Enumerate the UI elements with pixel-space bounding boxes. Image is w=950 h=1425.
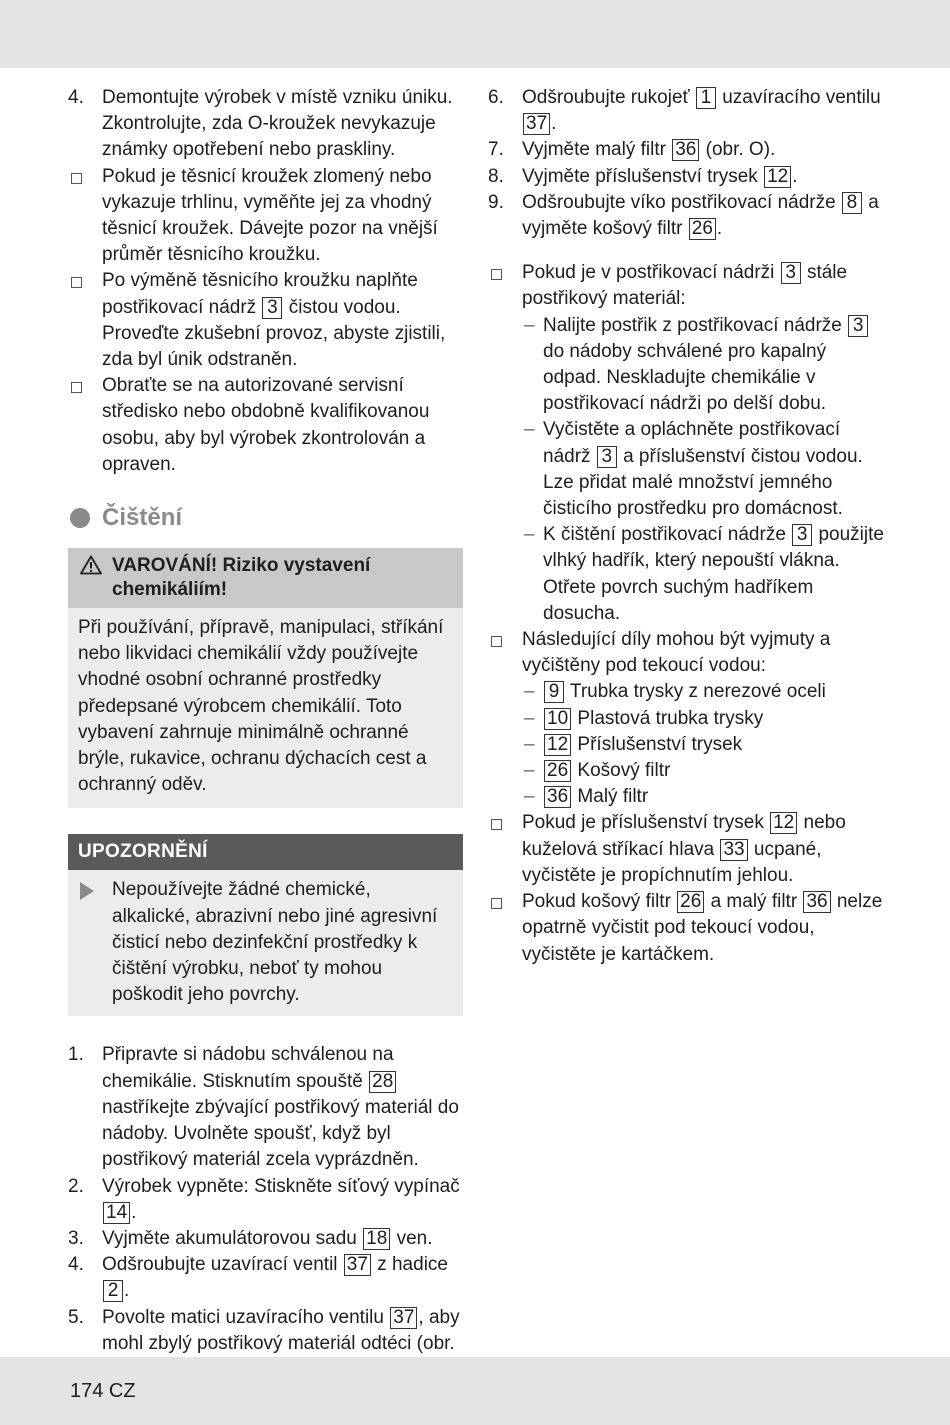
list-item-text <box>522 164 888 190</box>
text-segment: Plastová trubka trysky <box>572 707 764 729</box>
text-segment: Vyčistěte a opláchněte postřikovací nádrž <box>543 419 841 467</box>
list-item <box>488 627 888 679</box>
part-reference-number: 26 <box>689 218 716 240</box>
text-segment: z hadice <box>371 1254 448 1276</box>
checkbox-square-icon <box>491 819 502 830</box>
text-segment: Nalijte postřik z postřikovací nádrže <box>543 314 848 336</box>
text-segment: Po výměně těsnicího kroužku naplňte postřikovací nádrž <box>102 270 418 318</box>
list-item-text <box>102 1174 463 1226</box>
list-item-text <box>543 313 888 418</box>
list-item-text <box>543 679 888 705</box>
part-reference-number: 28 <box>369 1071 396 1093</box>
part-reference-number: 8 <box>842 192 862 214</box>
list-number: 2. <box>68 1175 84 1197</box>
text-segment: Vyjměte příslušenství trysek <box>522 165 764 187</box>
text-segment: Odšroubujte uzavírací ventil <box>102 1254 343 1276</box>
list-item <box>68 1252 463 1304</box>
list-item-text <box>543 758 888 784</box>
text-segment: Pokud je příslušenství trysek <box>522 812 770 834</box>
part-reference-number: 37 <box>523 113 550 135</box>
header-bar <box>0 0 950 68</box>
dash-marker: – <box>524 524 535 546</box>
dash-marker: – <box>524 760 535 782</box>
warning-header <box>68 548 463 608</box>
text-segment: Odšroubujte víko postřikovací nádrže <box>522 191 841 213</box>
text-segment: Obraťte se na autorizované servisní středisko nebo obdobně kvalifikovanou osobu, aby byl výrobek zkontrolován a opraven. <box>102 375 430 475</box>
dash-marker: – <box>524 681 535 703</box>
list-item-text <box>522 137 888 163</box>
dash-marker: – <box>524 419 535 441</box>
arrow-right-icon <box>80 882 94 900</box>
dash-marker: – <box>524 707 535 729</box>
list-item-text <box>522 190 888 242</box>
text-segment: Pokud je v postřikovací nádrži <box>522 262 780 284</box>
notice-text: Nepoužívejte žádné chemické, alkalické, abrazivní nebo jiné agresivní čisticí nebo dezinfekční prostředky k čištění výrobku, neboť ty mohou poškodit jeho povrchy. <box>112 879 438 1006</box>
list-item <box>488 889 888 968</box>
text-segment: do nádoby schválené pro kapalný odpad. Neskladujte chemikálie v postřikovací nádrži po delší dobu. <box>543 340 827 415</box>
text-segment: Pokud košový filtr <box>522 891 677 913</box>
list-number: 9. <box>488 191 504 213</box>
list-item-text <box>102 268 463 373</box>
page-number: 174 CZ <box>70 1380 136 1402</box>
list-item-text <box>543 784 888 810</box>
checkbox-square-icon <box>491 898 502 909</box>
text-segment: Výrobek vypněte: Stiskněte síťový vypínač <box>102 1175 460 1197</box>
checkbox-square-icon <box>71 382 82 393</box>
list-item <box>68 85 463 164</box>
checkbox-square-icon <box>491 636 502 647</box>
list-number: 4. <box>68 1254 84 1276</box>
text-segment: . <box>124 1280 130 1302</box>
list-item-text <box>522 627 888 679</box>
list-item-text <box>522 889 888 968</box>
notice-title: UPOZORNĚNÍ <box>68 834 463 870</box>
cleaning-steps-list-continued <box>488 85 888 242</box>
list-number: 7. <box>488 139 504 161</box>
text-segment: a malý filtr <box>705 891 803 913</box>
list-item-text <box>102 1226 463 1252</box>
text-segment: Vyjměte akumulátorovou sadu <box>102 1227 363 1249</box>
list-number: 1. <box>68 1044 84 1066</box>
text-segment: čistou vodou. Proveďte zkušební provoz, abyste zjistili, zda byl únik odstraněn. <box>102 296 446 371</box>
list-item <box>488 732 888 758</box>
list-item-text <box>522 260 888 312</box>
part-reference-number: 26 <box>544 760 571 782</box>
checkbox-square-icon <box>71 173 82 184</box>
part-reference-number: 36 <box>544 786 571 808</box>
text-segment: Malý filtr <box>572 786 649 808</box>
list-item <box>488 313 888 418</box>
dash-marker: – <box>524 733 535 755</box>
part-reference-number: 18 <box>363 1228 390 1250</box>
warning-box <box>68 548 463 808</box>
list-item-text <box>102 1042 463 1173</box>
list-number: 4. <box>68 87 84 108</box>
text-segment: Trubka trysky z nerezové oceli <box>565 681 826 703</box>
text-segment: K čištění postřikovací nádrže <box>543 524 792 546</box>
list-item <box>68 1042 463 1173</box>
section-title: Čištění <box>102 504 183 532</box>
part-reference-number: 1 <box>696 87 716 109</box>
text-segment: Povolte matici uzavíracího ventilu <box>102 1306 390 1328</box>
part-reference-number: 14 <box>103 1202 130 1224</box>
bullet-circle-icon <box>70 508 90 528</box>
list-item <box>488 706 888 732</box>
part-reference-number: 36 <box>803 891 830 913</box>
list-item <box>488 679 888 705</box>
text-segment: Košový filtr <box>572 760 671 782</box>
list-item <box>488 417 888 522</box>
list-item-text <box>543 706 888 732</box>
list-item <box>488 522 888 627</box>
list-item <box>488 137 888 163</box>
part-reference-number: 3 <box>597 446 617 468</box>
list-item <box>68 1226 463 1252</box>
dash-marker: – <box>524 786 535 808</box>
text-segment: . <box>551 113 557 135</box>
list-number: 5. <box>68 1306 84 1328</box>
cleaning-notes-list <box>488 260 888 967</box>
text-segment: ven. <box>391 1227 433 1249</box>
warning-triangle-icon <box>80 555 102 575</box>
part-reference-number: 3 <box>792 524 812 546</box>
list-item <box>488 810 888 889</box>
text-segment: Odšroubujte rukojeť <box>522 87 695 108</box>
part-reference-number: 12 <box>770 812 797 834</box>
footer-bar <box>0 1357 950 1425</box>
part-reference-number: 12 <box>764 166 791 188</box>
list-item <box>68 373 463 478</box>
text-segment: nastříkejte zbývající postřikový materiál do nádoby. Uvolněte spoušť, když byl postřikový materiál zcela vyprázdněn. <box>102 1096 459 1171</box>
text-segment: nelze opatrně vyčistit pod tekoucí vodou, vyčistěte je kartáčkem. <box>522 891 883 965</box>
part-reference-number: 2 <box>103 1280 123 1302</box>
part-reference-number: 26 <box>677 891 704 913</box>
text-segment: . <box>131 1201 137 1223</box>
list-item <box>488 784 888 810</box>
part-reference-number: 36 <box>672 139 699 161</box>
text-segment: Pokud je těsnicí kroužek zlomený nebo vykazuje trhlinu, vyměňte jej za vhodný těsnicí kroužek. Dávejte pozor na vnější průměr těsnicího kroužku. <box>102 165 438 266</box>
text-segment: použijte vlhký hadřík, který nepouští vlákna. Otřete povrch suchým hadříkem dosucha. <box>543 524 884 624</box>
list-item <box>68 1174 463 1226</box>
right-column <box>488 85 888 968</box>
part-reference-number: 3 <box>781 262 801 284</box>
list-number: 8. <box>488 165 504 187</box>
list-item-text <box>102 164 463 269</box>
checkbox-square-icon <box>491 269 502 280</box>
checkbox-square-icon <box>71 277 82 288</box>
text-segment: stále postřikový materiál: <box>522 262 848 310</box>
text-segment: . <box>716 218 723 240</box>
list-item <box>488 85 888 137</box>
text-segment: Vyjměte malý filtr <box>522 139 672 161</box>
section-heading <box>68 498 463 538</box>
text-segment: Příslušenství trysek <box>572 733 743 755</box>
left-column <box>68 85 463 1383</box>
list-item-text <box>522 810 888 889</box>
text-segment: (obr. O). <box>700 139 776 161</box>
list-item-text <box>543 522 888 627</box>
list-item <box>488 164 888 190</box>
text-segment: Demontujte výrobek v místě vzniku úniku. Zkontrolujte, zda O-kroužek nevykazuje známky opotřebení nebo praskliny. <box>102 87 453 161</box>
text-segment: a příslušenství čistou vodou. Lze přidat malé množství jemného čisticího prostředku pro domácnost. <box>543 445 863 520</box>
list-item-text <box>102 373 463 478</box>
warning-text: Při používání, přípravě, manipulaci, stříkání nebo likvidaci chemikálií vždy používejte vhodné osobní ochranné prostředky předepsané výrobcem chemikálií. Toto vybavení zahrnuje minimálně ochranné brýle, rukavice, ochranu dýchacích cest a ochranný oděv. <box>78 617 444 796</box>
part-reference-number: 37 <box>344 1254 371 1276</box>
list-item <box>68 164 463 269</box>
part-reference-number: 3 <box>848 315 868 337</box>
list-number: 6. <box>488 87 504 108</box>
dash-marker: – <box>524 314 535 336</box>
notice-body <box>68 870 463 1016</box>
text-segment: , aby mohl zbylý postřikový materiál odtéci (obr. <box>102 1306 460 1354</box>
text-segment: uzavíracího ventilu <box>716 87 881 108</box>
list-item <box>488 260 888 312</box>
part-reference-number: 37 <box>390 1307 417 1329</box>
text-segment: a vyjměte košový filtr <box>522 191 879 240</box>
cleaning-steps-list <box>68 1042 463 1383</box>
list-item <box>68 268 463 373</box>
text-segment: . <box>792 165 798 187</box>
part-reference-number: 3 <box>262 297 282 319</box>
text-segment: ucpané, vyčistěte je propíchnutím jehlou. <box>522 838 822 886</box>
list-number: 3. <box>68 1227 84 1249</box>
list-item-text <box>102 1252 463 1304</box>
list-item-text <box>543 417 888 522</box>
notice-box <box>68 834 463 1016</box>
text-segment: nebo kuželová stříkací hlava <box>522 812 846 860</box>
warning-title: VAROVÁNÍ! Riziko vystavení chemikáliím! <box>112 555 371 601</box>
maintenance-list <box>68 85 463 478</box>
list-item <box>488 190 888 242</box>
list-item-text <box>522 85 888 137</box>
part-reference-number: 10 <box>544 708 571 730</box>
part-reference-number: 33 <box>720 839 747 861</box>
list-item-text <box>543 732 888 758</box>
list-item-text <box>102 85 463 164</box>
part-reference-number: 9 <box>544 681 564 703</box>
list-item <box>488 758 888 784</box>
text-segment: Následující díly mohou být vyjmuty a vyčištěny pod tekoucí vodou: <box>522 629 831 677</box>
part-reference-number: 12 <box>544 734 571 756</box>
text-segment: Připravte si nádobu schválenou na chemikálie. Stisknutím spouště <box>102 1044 394 1092</box>
